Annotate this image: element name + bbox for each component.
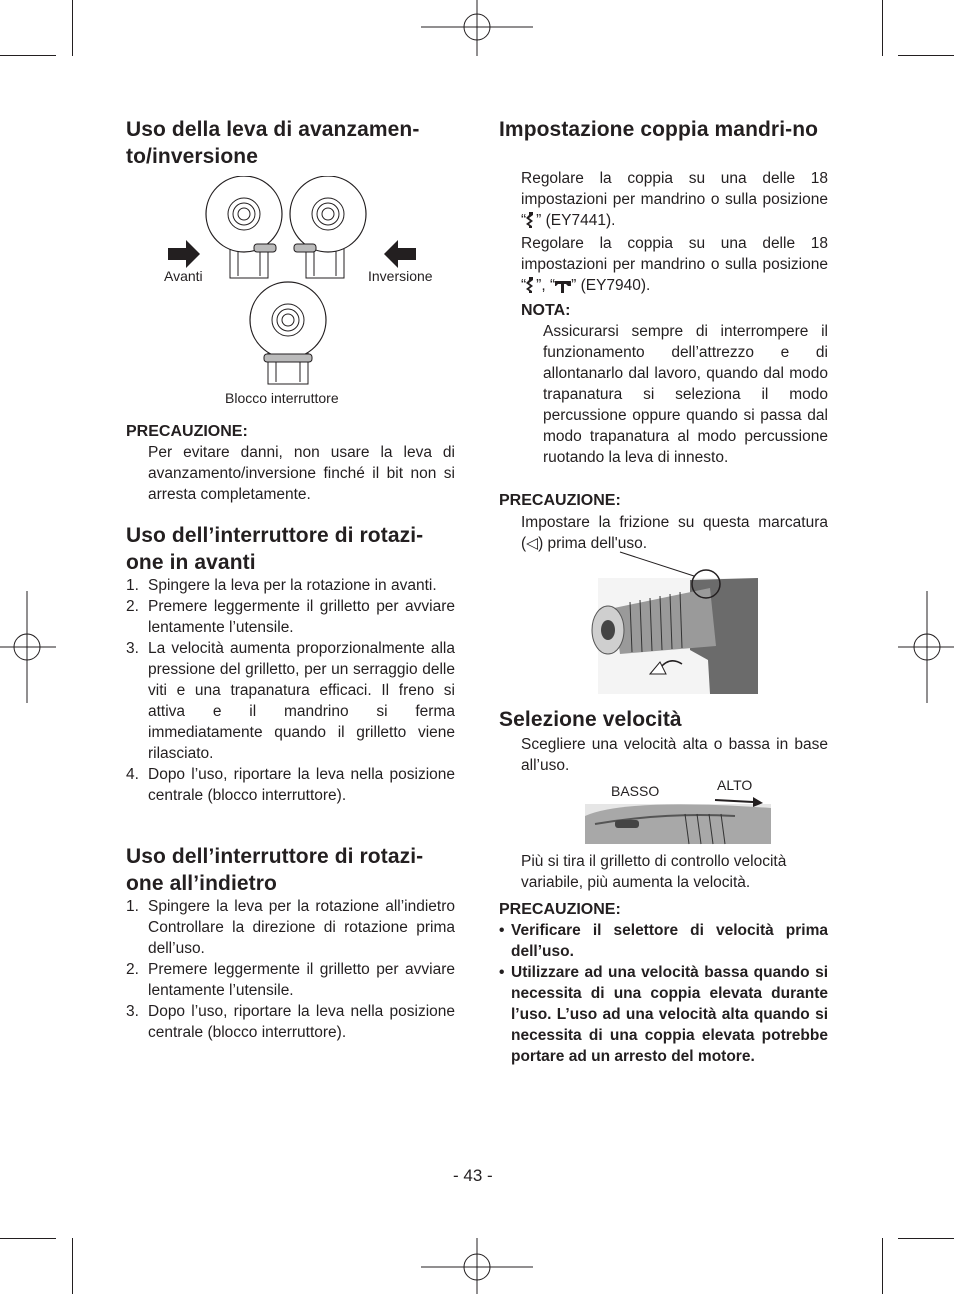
page-number: - 43 -	[453, 1166, 493, 1185]
speed-intro: Scegliere una velocità alta o bassa in base all’uso.	[521, 736, 828, 774]
section-title-reverse-switch: Uso dell’interruttore di rotazi-one all’indietro	[126, 845, 424, 895]
list-item: 3. Dopo l’uso, riportare la leva nella posizione centrale (blocco interruttore).	[126, 1003, 455, 1041]
list-item: • Utilizzare ad una velocità bassa quando si necessita di una coppia elevata durante l’uso. L’uso ad una velocità alta quando si necessita di una coppia elevata potrebbe portare ad un arresto del motore.	[499, 964, 828, 1065]
section-title-chuck-torque: Impostazione coppia mandri-no	[499, 118, 819, 141]
list-item: 2. Premere leggermente il grilletto per avviare lentamente l’utensile.	[126, 961, 455, 999]
note-text: Assicurarsi sempre di interrompere il funzionamento dell’attrezzo e di allontanarlo dal lavoro, quando dal modo trapanatura si seleziona il modo percussione oppure quando si passa dal modo trapanatura al modo percussione ruotando la leva di innesto.	[543, 323, 828, 466]
label-forward: Avanti	[164, 268, 203, 284]
drill-bit-icon	[526, 212, 536, 228]
caution-text-2: Impostare la frizione su questa marcatura (◁) prima dell'uso.	[521, 514, 828, 552]
clutch-illustration	[590, 550, 760, 696]
label-high: ALTO	[717, 777, 753, 793]
list-item: • Verificare il selettore di velocità prima dell’uso.	[499, 922, 828, 960]
caution-label-3: PRECAUZIONE:	[499, 901, 621, 918]
caution-label-1: PRECAUZIONE:	[126, 423, 248, 440]
reverse-steps-list	[126, 896, 455, 1043]
list-item: 4. Dopo l’uso, riportare la leva nella posizione centrale (blocco interruttore).	[126, 766, 455, 804]
section-title-speed-selection: Selezione velocità	[499, 708, 682, 731]
label-lock: Blocco interruttore	[225, 390, 339, 406]
caution-bullets	[499, 920, 828, 1067]
label-low: BASSO	[611, 783, 660, 799]
list-item: 3. La velocità aumenta proporzionalmente alla pressione del grilletto, per un serraggio delle viti e una trapanatura efficaci. Il freno si attiva e il mandrino si ferma immediatamente quando il grilletto viene rilasciato.	[126, 640, 455, 762]
torque-paragraph-2: Regolare la coppia su una delle 18 impostazioni per mandrino o sulla posizione “ ”, “ ” (EY7940).	[521, 235, 828, 294]
note-label: NOTA:	[521, 302, 571, 319]
label-reverse: Inversione	[368, 268, 433, 284]
lever-reverse-illustration	[290, 176, 366, 278]
forward-steps-list	[126, 575, 455, 806]
speed-selector-illustration	[585, 794, 771, 846]
section-title-forward-reverse-lever: Uso della leva di avanzamen-to/inversione	[126, 118, 420, 168]
lever-figure	[160, 176, 460, 408]
caution-text-1: Per evitare danni, non usare la leva di avanzamento/inversione finché il bit non si arresta completamente.	[148, 444, 455, 503]
arrow-right-icon	[168, 240, 200, 268]
arrow-left-icon	[384, 240, 416, 268]
list-item: 1. Spingere la leva per la rotazione in avanti.	[126, 577, 437, 594]
list-item: 2. Premere leggermente il grilletto per avviare lentamente l’utensile.	[126, 598, 455, 636]
hammer-icon	[555, 279, 571, 293]
torque-paragraph-1: Regolare la coppia su una delle 18 impostazioni per mandrino o sulla posizione “ ” (EY7441).	[521, 170, 828, 229]
lever-forward-illustration	[206, 176, 282, 278]
left-column	[126, 116, 456, 170]
section-title-forward-switch: Uso dell’interruttore di rotazi-one in avanti	[126, 524, 424, 574]
list-item: 1. Spingere la leva per la rotazione all’indietro Controllare la direzione di rotazione prima dell’uso.	[126, 898, 455, 957]
caution-label-2: PRECAUZIONE:	[499, 492, 621, 509]
drill-bit-icon	[526, 277, 536, 293]
lever-lock-illustration	[250, 282, 326, 384]
speed-after-text: Più si tira il grilletto di controllo velocità variabile, più aumenta la velocità.	[521, 853, 787, 891]
